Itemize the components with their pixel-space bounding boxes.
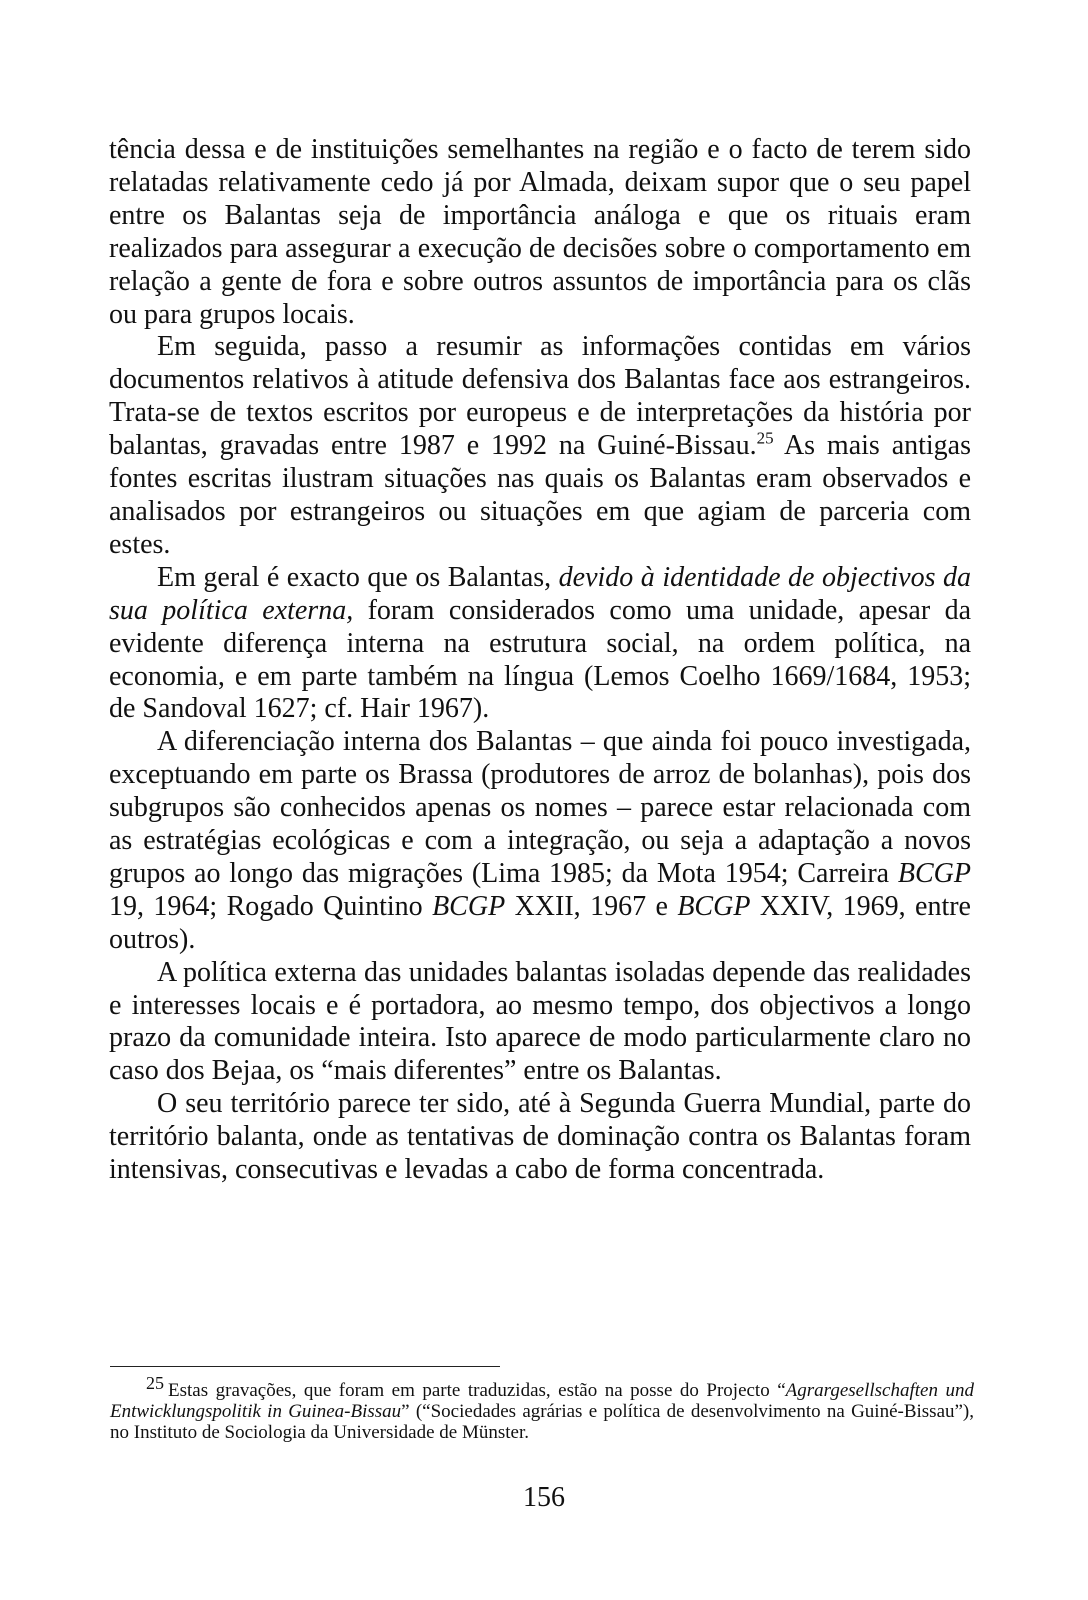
paragraph-4-text-c: XXII, 1967 e	[505, 890, 678, 922]
paragraph-5: A política externa das unidades balantas isoladas depende das realidades e interesses locais e é portadora, ao mesmo tempo, dos objectivos a longo prazo da comunidade inteira. Isto aparece de modo particularmente claro no caso dos Bejaa, os “mais diferentes” entre os Balantas.	[109, 956, 971, 1087]
paragraph-2-text-b: As mais antigas fontes escritas ilustram situações nas quais os Balantas eram observados e analisados por estrangeiros ou situações em que agiam de parceria com estes.	[109, 430, 971, 560]
bcgp-abbrev-3: BCGP	[677, 890, 751, 922]
paragraph-4-text-b: 19, 1964; Rogado Quintino	[109, 890, 433, 922]
main-text	[109, 134, 971, 1187]
paragraph-4	[109, 726, 971, 956]
footnote-25	[110, 1372, 975, 1443]
footnote-reference[interactable]: 25	[756, 428, 774, 448]
footnote-separator	[110, 1366, 500, 1367]
paragraph-3	[109, 562, 971, 727]
paragraph-4-text-a: A diferenciação interna dos Balantas – que ainda foi pouco investigada, exceptuando em parte os Brassa (produtores de arroz de bolanhas), pois dos subgrupos são conhecidos apenas os nomes – parece estar relacionada com as estratégias ecológicas e com a integração, ou seja a adaptação a novos grupos ao longo das migrações (Lima 1985; da Mota 1954; Carreira	[109, 726, 971, 889]
bcgp-abbrev-2: BCGP	[432, 890, 506, 922]
footnote-italic-title: Agrargesellschaften und Entwicklungspolitik in Guinea-Bissau	[110, 1380, 974, 1422]
footnote-text-a: Estas gravações, que foram em parte traduzidas, estão na posse do Projecto “	[168, 1380, 786, 1401]
paragraph-2-text-a: Em seguida, passo a resumir as informações contidas em vários documentos relativos à atitude defensiva dos Balantas face aos estrangeiros. Trata-se de textos escritos por europeus e de interpretações da história por balantas, gravadas entre 1987 e 1992 na Guiné-Bissau.	[109, 331, 971, 462]
paragraph-2	[109, 331, 971, 561]
footnote	[110, 1372, 975, 1443]
paragraph-1: tência dessa e de instituições semelhantes na região e o facto de terem sido relatadas relativamente cedo já por Almada, deixam supor que o seu papel entre os Balantas seja de importância análoga e que os rituais eram realizados para assegurar a execução de decisões sobre o comportamento em relação a gente de fora e sobre outros assuntos de importância para os clãs ou para grupos locais.	[109, 134, 971, 330]
page-number: 156	[523, 1482, 565, 1513]
paragraph-3-text-b: foram considerados como uma unidade, apesar da evidente diferença interna na estrutura social, na ordem política, na economia, e em parte também na língua (Lemos Coelho 1669/1684, 1953; de Sandoval 1627; cf. Hair 1967).	[109, 594, 972, 725]
bcgp-abbrev-1: BCGP	[897, 857, 971, 889]
footnote-number: 25	[146, 1372, 164, 1393]
paragraph-3-text-a: Em geral é exacto que os Balantas,	[157, 561, 559, 593]
paragraph-4-text-d: XXIV, 1969, entre outros).	[109, 890, 971, 955]
footnote-text-b: ” (“Sociedades agrárias e política de desenvolvimento na Guiné-Bissau”), no Instituto de Sociologia da Universidade de Münster.	[110, 1401, 975, 1443]
paragraph-3-italic: devido à identidade de objectivos da sua política externa,	[109, 561, 971, 626]
paragraph-6: O seu território parece ter sido, até à Segunda Guerra Mundial, parte do território balanta, onde as tentativas de dominação contra os Balantas foram intensivas, consecutivas e levadas a cabo de forma concentrada.	[109, 1088, 971, 1186]
